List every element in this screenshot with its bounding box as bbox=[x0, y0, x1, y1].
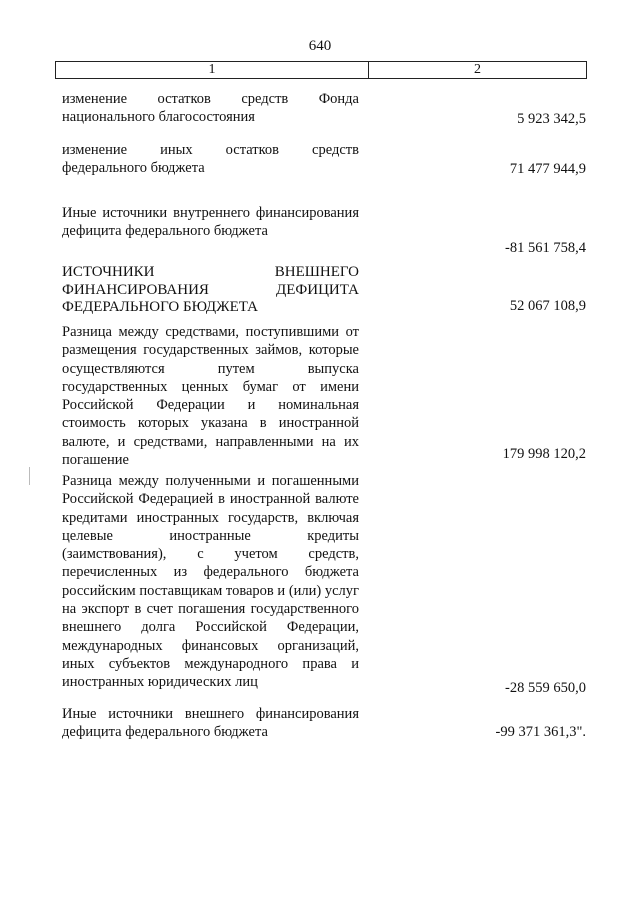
row-value: -28 559 650,0 bbox=[505, 680, 586, 696]
row-value: 52 067 108,9 bbox=[509, 298, 586, 314]
row-value: 71 477 944,9 bbox=[509, 161, 586, 177]
row-value: -99 371 361,3". bbox=[495, 724, 586, 740]
column-header-1: 1 bbox=[56, 62, 369, 78]
row-value: -81 561 758,4 bbox=[505, 240, 586, 256]
column-header-2: 2 bbox=[474, 62, 481, 77]
margin-mark bbox=[29, 467, 30, 485]
table-header bbox=[55, 61, 587, 79]
row-value: 5 923 342,5 bbox=[517, 111, 586, 127]
row-label: изменение иных остатков средств федерального бюджета bbox=[62, 142, 359, 177]
row-label: Разница между средствами, поступившими от размещения государственных займов, которые осуществляются путем выпуска государственных ценных бумаг от имени Российской Федерации и номинальная стоимость которых указана в иностранной валюте, и средствами, направленными на их погашение bbox=[62, 324, 359, 469]
section-heading: ИСТОЧНИКИ ВНЕШНЕГО ФИНАНСИРОВАНИЯ ДЕФИЦИТА ФЕДЕРАЛЬНОГО БЮДЖЕТА bbox=[62, 264, 359, 315]
row-value: 179 998 120,2 bbox=[502, 446, 586, 462]
row-label: изменение остатков средств Фонда национального благосостояния bbox=[62, 91, 359, 126]
page-number: 640 bbox=[308, 38, 332, 54]
row-label: Разница между полученными и погашенными Российской Федерацией в иностранной валюте кредитами иностранных государств, включая целевые иностранные кредиты (заимствования), с учетом средств, перечисленных из федерального бюджета российским поставщикам товаров и (или) услуг на экспорт в счет погашения государственного внешнего долга Российской Федерации, международных финансовых организаций, иных субъектов международного права и иностранных юридических лиц bbox=[62, 473, 359, 691]
row-label: Иные источники внутреннего финансирования дефицита федерального бюджета bbox=[62, 205, 359, 240]
row-label: Иные источники внешнего финансирования дефицита федерального бюджета bbox=[62, 706, 359, 741]
